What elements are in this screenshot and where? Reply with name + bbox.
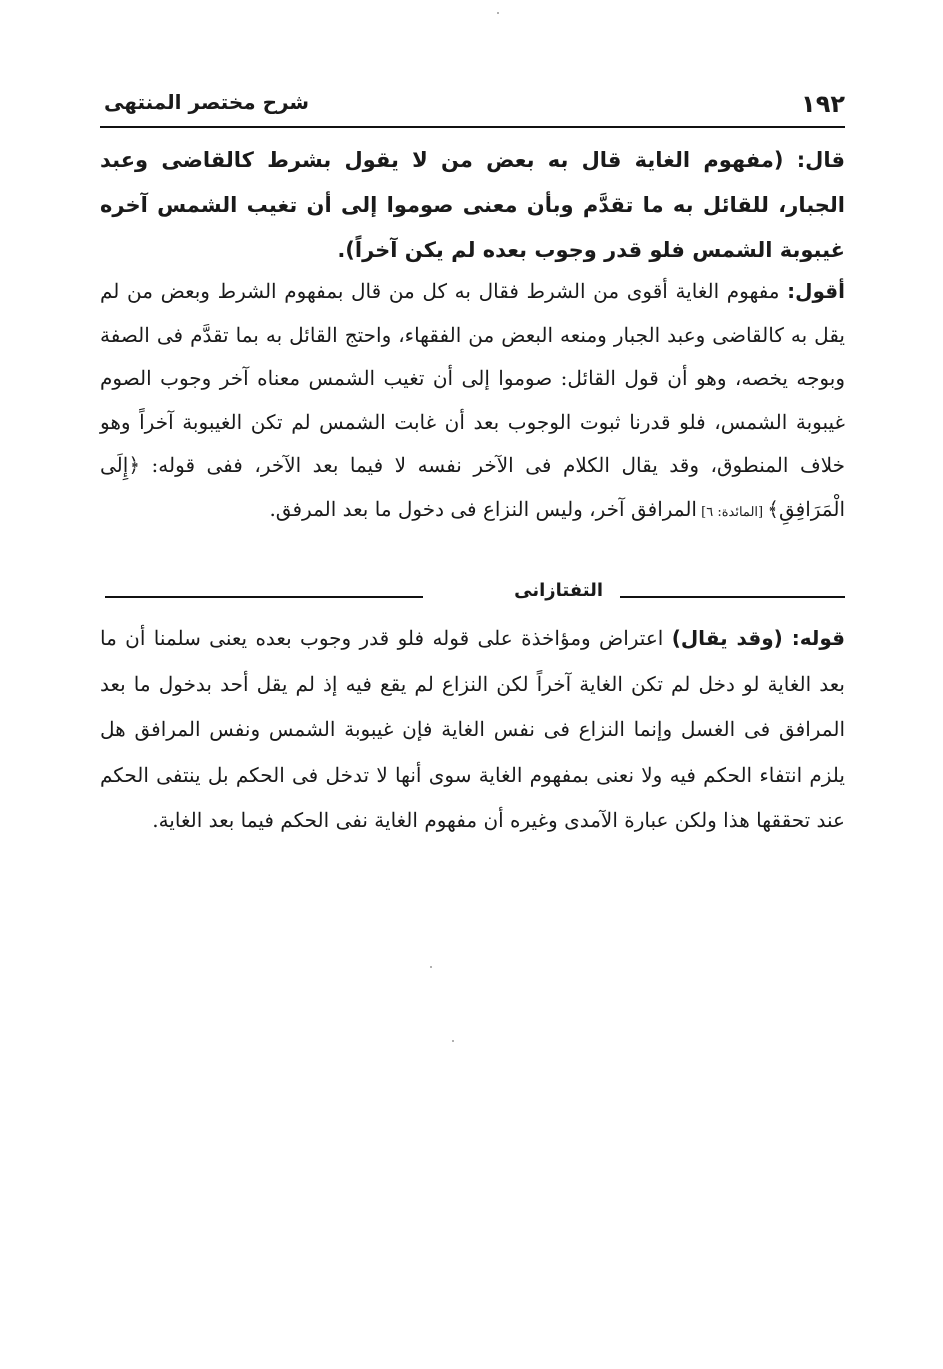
matn-lead: قال:: [796, 148, 845, 172]
matn-paragraph: [100, 138, 845, 273]
running-title: شرح مختصر المنتهى: [104, 90, 310, 114]
matn-text: (مفهوم الغاية قال به بعض من لا يقول بشرط كالقاضى وعبد الجبار، للقائل به ما تقدَّم وبأن معنى صوموا إلى أن تغيب الشمس آخره غيبوبة الشمس فلو قدر وجوب بعده لم يكن آخراً).: [100, 148, 845, 262]
hashiya-text: اعتراض ومؤاخذة على قوله فلو قدر وجوب بعده يعنى سلمنا أن ما بعد الغاية لو دخل لم تكن الغاية آخراً لكن النزاع لم يقع فيه إذ لم يقل أحد بدخول ما بعد المرافق فى الغسل وإنما النزاع فى نفس الغاية فإن غيبوبة الشمس ونفس المرافق هل يلزم انتفاء الحكم فيه ولا نعنى بمفهوم الغاية سوى أنها لا تدخل فى الحكم بل ينتفى الحكم عند تحققها هذا ولكن عبارة الآمدى وغيره أن مفهوم الغاية نفى الحكم فيما بعد الغاية.: [100, 626, 845, 832]
quran-reference: [المائدة: ٦]: [697, 504, 768, 520]
sharh-paragraph: [100, 270, 845, 534]
page-header: [100, 84, 845, 118]
section-title: التفتازانى: [514, 580, 603, 601]
page: [100, 0, 845, 1369]
hashiya-paragraph: [100, 616, 845, 844]
sharh-text-1: مفهوم الغاية أقوى من الشرط فقال به كل من قال بمفهوم الشرط وبعض من لم يقل به كالقاضى وعبد الجبار ومنعه البعض من الفقهاء، واحتج القائل به بما تقدَّم فى الصفة وبوجه يخصه، وهو أن قول القائل: صوموا إلى أن تغيب الشمس معناه آخر وجوب الصوم غيبوبة الشمس، فلو قدرنا ثبوت الوجوب بعد أن غابت الشمس لم تكن الغيبوبة آخراً وهو خلاف المنطوق، وقد يقال الكلام فى الآخر نفسه لا فيما بعد الآخر، ففى قوله:: [100, 279, 845, 477]
section-divider: [100, 574, 845, 604]
header-rule: [100, 126, 845, 128]
sharh-text-2: المرافق آخر، وليس النزاع فى دخول ما بعد المرفق.: [269, 496, 697, 521]
hashiya-lead: قوله: (وقد يقال): [671, 626, 846, 650]
quran-quote: ﴿إِلَى الْمَرَافِقِ﴾: [100, 453, 845, 521]
sharh-lead: أقول:: [787, 279, 845, 303]
divider-line-left: [105, 596, 423, 598]
page-number: ١٩٢: [801, 90, 845, 118]
divider-line-right: [620, 596, 845, 598]
